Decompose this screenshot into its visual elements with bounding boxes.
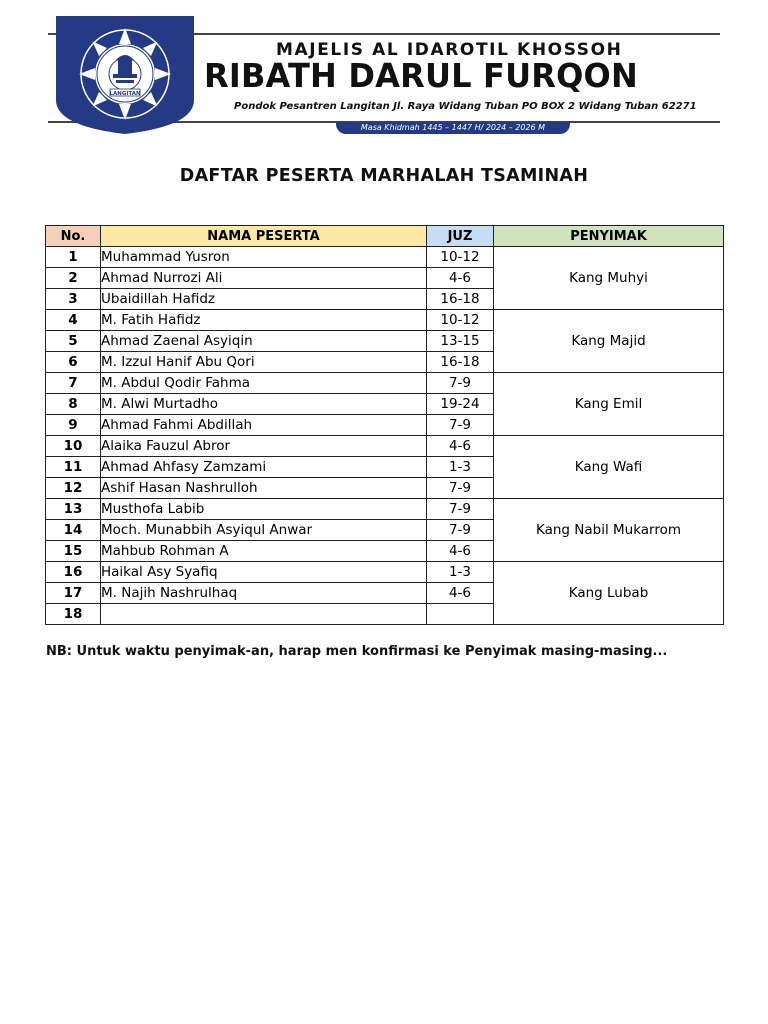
- juz-range: 7-9: [427, 478, 494, 499]
- table-row: [46, 247, 724, 268]
- table-row: [46, 373, 724, 394]
- table-row: [46, 499, 724, 520]
- participant-name: Haikal Asy Syafiq: [101, 562, 427, 583]
- row-number: 1: [46, 247, 101, 268]
- participant-name: Ashif Hasan Nashrulloh: [101, 478, 427, 499]
- juz-range: 4-6: [427, 436, 494, 457]
- participant-name: M. Izzul Hanif Abu Qori: [101, 352, 427, 373]
- juz-range: 16-18: [427, 289, 494, 310]
- juz-range: 19-24: [427, 394, 494, 415]
- row-number: 15: [46, 541, 101, 562]
- juz-range: [427, 604, 494, 625]
- row-number: 11: [46, 457, 101, 478]
- row-number: 4: [46, 310, 101, 331]
- juz-range: 1-3: [427, 562, 494, 583]
- letterhead-title: RIBATH DARUL FURQON: [204, 56, 638, 95]
- participant-name: [101, 604, 427, 625]
- participant-name: Ahmad Zaenal Asyiqin: [101, 331, 427, 352]
- row-number: 18: [46, 604, 101, 625]
- table-row: [46, 310, 724, 331]
- row-number: 3: [46, 289, 101, 310]
- row-number: 17: [46, 583, 101, 604]
- penyimak-name: Kang Muhyi: [494, 247, 724, 310]
- juz-range: 7-9: [427, 499, 494, 520]
- participant-name: Ubaidillah Hafidz: [101, 289, 427, 310]
- row-number: 6: [46, 352, 101, 373]
- penyimak-name: Kang Majid: [494, 310, 724, 373]
- row-number: 2: [46, 268, 101, 289]
- participant-name: M. Najih Nashrulhaq: [101, 583, 427, 604]
- penyimak-name: Kang Emil: [494, 373, 724, 436]
- penyimak-name: Kang Wafi: [494, 436, 724, 499]
- juz-range: 7-9: [427, 373, 494, 394]
- penyimak-name: Kang Lubab: [494, 562, 724, 625]
- participant-table: [45, 225, 724, 625]
- participant-name: Musthofa Labib: [101, 499, 427, 520]
- juz-range: 7-9: [427, 520, 494, 541]
- participant-name: M. Abdul Qodir Fahma: [101, 373, 427, 394]
- ribath-logo-icon: [56, 16, 194, 134]
- juz-range: 4-6: [427, 541, 494, 562]
- row-number: 7: [46, 373, 101, 394]
- participant-name: Alaika Fauzul Abror: [101, 436, 427, 457]
- penyimak-name: Kang Nabil Mukarrom: [494, 499, 724, 562]
- participant-name: M. Alwi Murtadho: [101, 394, 427, 415]
- participant-name: Ahmad Fahmi Abdillah: [101, 415, 427, 436]
- juz-range: 1-3: [427, 457, 494, 478]
- header-name: NAMA PESERTA: [101, 226, 427, 247]
- document-title: DAFTAR PESERTA MARHALAH TSAMINAH: [179, 166, 589, 186]
- row-number: 16: [46, 562, 101, 583]
- letterhead-period-band: Masa Khidmah 1445 – 1447 H/ 2024 – 2026 M: [336, 122, 570, 134]
- participant-name: Mahbub Rohman A: [101, 541, 427, 562]
- juz-range: 4-6: [427, 268, 494, 289]
- participant-name: Ahmad Nurrozi Ali: [101, 268, 427, 289]
- table-header-row: [46, 226, 724, 247]
- participant-name: Moch. Munabbih Asyiqul Anwar: [101, 520, 427, 541]
- participant-name: Ahmad Ahfasy Zamzami: [101, 457, 427, 478]
- participant-name: M. Fatih Hafidz: [101, 310, 427, 331]
- row-number: 9: [46, 415, 101, 436]
- juz-range: 7-9: [427, 415, 494, 436]
- row-number: 13: [46, 499, 101, 520]
- juz-range: 4-6: [427, 583, 494, 604]
- header-penyimak: PENYIMAK: [494, 226, 724, 247]
- seal-text: LANGITAN: [109, 90, 141, 97]
- table-row: [46, 436, 724, 457]
- juz-range: 16-18: [427, 352, 494, 373]
- header-juz: JUZ: [427, 226, 494, 247]
- letterhead-subtitle: MAJELIS AL IDAROTIL KHOSSOH: [276, 40, 623, 60]
- table-row: [46, 562, 724, 583]
- row-number: 5: [46, 331, 101, 352]
- row-number: 8: [46, 394, 101, 415]
- juz-range: 13-15: [427, 331, 494, 352]
- footnote: NB: Untuk waktu penyimak-an, harap men konfirmasi ke Penyimak masing-masing...: [46, 644, 668, 659]
- row-number: 12: [46, 478, 101, 499]
- juz-range: 10-12: [427, 247, 494, 268]
- row-number: 14: [46, 520, 101, 541]
- letterhead: [0, 0, 768, 140]
- juz-range: 10-12: [427, 310, 494, 331]
- header-no: No.: [46, 226, 101, 247]
- letterhead-address: Pondok Pesantren Langitan Jl. Raya Widang Tuban PO BOX 2 Widang Tuban 62271: [234, 101, 697, 112]
- participant-name: Muhammad Yusron: [101, 247, 427, 268]
- row-number: 10: [46, 436, 101, 457]
